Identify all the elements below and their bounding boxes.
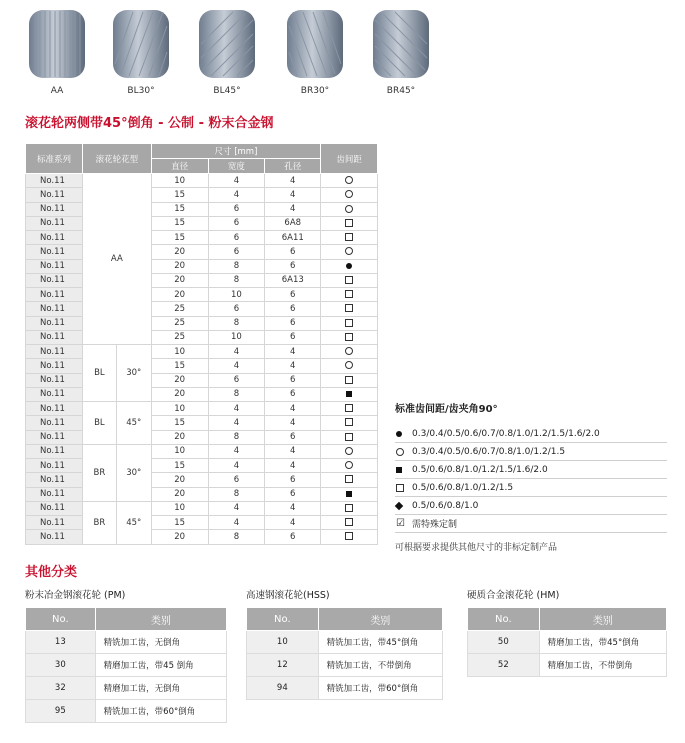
category-desc-cell: 精铣加工齿，带60°倒角 [318,677,442,700]
series-cell: No.11 [26,316,83,330]
bore-cell: 4 [265,359,321,373]
header-width: 宽度 [208,159,265,174]
pitch-cell [321,302,378,316]
spec-row [26,188,378,202]
open-square-icon [345,319,353,327]
pitch-cell [321,402,378,416]
diameter-cell: 25 [151,330,208,344]
category-header-no: No. [468,608,540,631]
legend-title: 标准齿间距/齿夹角90° [395,404,498,415]
legend-symbol [395,448,412,456]
header-series: 标准系列 [26,144,83,174]
category-desc-cell: 精铣加工齿，无倒角 [95,631,226,654]
series-cell: No.11 [26,459,83,473]
angle-cell: 30° [116,345,151,402]
knurl-wheel-gallery [0,0,685,104]
pitch-cell [321,345,378,359]
diameter-cell: 10 [151,345,208,359]
open-square-icon [345,219,353,227]
series-cell: No.11 [26,444,83,458]
category-no-cell: 12 [247,654,319,677]
pitch-cell [321,216,378,230]
category-hm-table [467,607,667,677]
open-square-icon [345,418,353,426]
filled-square-icon [346,391,352,397]
category-hm-title: 硬质合金滚花轮 (HM) [467,590,560,601]
category-no-cell: 32 [26,677,96,700]
bore-cell: 4 [265,202,321,216]
series-cell: No.11 [26,273,83,287]
bore-cell: 6 [265,245,321,259]
series-cell: No.11 [26,473,83,487]
legend-symbol [395,518,412,529]
category-no-cell: 13 [26,631,96,654]
pitch-cell [321,501,378,515]
bore-cell: 6 [265,373,321,387]
bore-cell: 4 [265,459,321,473]
spec-row [26,330,378,344]
series-cell: No.11 [26,202,83,216]
legend-item [395,443,667,461]
series-cell: No.11 [26,288,83,302]
diameter-cell: 20 [151,273,208,287]
diameter-cell: 15 [151,188,208,202]
category-header-no: No. [247,608,319,631]
bore-cell: 6 [265,302,321,316]
series-cell: No.11 [26,359,83,373]
category-header-desc: 类别 [95,608,226,631]
category-no-cell: 52 [468,654,540,677]
pitch-cell [321,530,378,544]
filled-square-icon [396,467,402,473]
spec-row [26,530,378,544]
width-cell: 4 [208,444,265,458]
bore-cell: 4 [265,174,321,188]
pitch-cell [321,444,378,458]
open-square-icon [345,290,353,298]
bore-cell: 4 [265,444,321,458]
open-circle-icon [345,205,353,213]
wheel-label-bl30: BL30° [127,86,155,96]
series-cell: No.11 [26,501,83,515]
width-cell: 4 [208,345,265,359]
spec-row [26,459,378,473]
spec-row [26,259,378,273]
series-cell: No.11 [26,416,83,430]
category-desc-cell: 精铣加工齿，带45°倒角 [318,631,442,654]
series-cell: No.11 [26,387,83,401]
category-hss-table [246,607,443,700]
category-no-cell: 30 [26,654,96,677]
spec-row [26,231,378,245]
bore-cell: 4 [265,416,321,430]
series-cell: No.11 [26,402,83,416]
series-cell: No.11 [26,487,83,501]
diameter-cell: 15 [151,359,208,373]
pitch-cell [321,416,378,430]
bore-cell: 4 [265,501,321,515]
series-cell: No.11 [26,302,83,316]
spec-row [26,501,378,515]
bore-cell: 6 [265,316,321,330]
category-row [468,654,667,677]
legend-item [395,497,667,515]
open-circle-icon [345,247,353,255]
width-cell: 4 [208,174,265,188]
other-section-title: 其他分类 [25,565,78,580]
knurl-spec-table [25,143,378,545]
series-cell: No.11 [26,530,83,544]
pitch-cell [321,259,378,273]
spec-row [26,359,378,373]
pitch-cell [321,188,378,202]
series-cell: No.11 [26,330,83,344]
width-cell: 8 [208,487,265,501]
category-hss-title: 高速钢滚花轮(HSS) [246,590,330,601]
filled-diamond-icon [395,501,403,509]
legend-item [395,515,667,533]
pitch-cell [321,387,378,401]
width-cell: 8 [208,387,265,401]
bore-cell: 6A11 [265,231,321,245]
category-desc-cell: 精铣加工齿，带60°倒角 [95,700,226,723]
category-pm-title: 粉末冶金钢滚花轮 (PM) [25,590,126,601]
filled-circle-icon [346,263,352,269]
bore-cell: 4 [265,402,321,416]
category-header-desc: 类别 [318,608,442,631]
diameter-cell: 10 [151,444,208,458]
open-circle-icon [345,361,353,369]
width-cell: 8 [208,259,265,273]
type-cell: BL [82,402,116,445]
series-cell: No.11 [26,259,83,273]
spec-row [26,387,378,401]
bore-cell: 6 [265,487,321,501]
pitch-cell [321,330,378,344]
legend-text: 0.5/0.6/0.8/1.0 [412,500,479,511]
pitch-cell [321,202,378,216]
legend-symbol [395,484,412,492]
category-desc-cell: 精磨加工齿，带45 倒角 [95,654,226,677]
knurl-wheel-bl45-image [195,4,259,84]
legend-item [395,425,667,443]
diameter-cell: 15 [151,216,208,230]
diameter-cell: 20 [151,288,208,302]
spec-row [26,245,378,259]
diameter-cell: 25 [151,302,208,316]
category-desc-cell: 精磨加工齿，不带倒角 [539,654,666,677]
filled-square-icon [346,491,352,497]
width-cell: 6 [208,302,265,316]
spec-row [26,302,378,316]
header-type: 滚花轮花型 [82,144,151,174]
type-cell: BR [82,501,116,544]
bore-cell: 6A8 [265,216,321,230]
diameter-cell: 20 [151,473,208,487]
type-cell: BL [82,345,116,402]
open-square-icon [345,276,353,284]
open-circle-icon [345,347,353,355]
category-row [247,631,443,654]
pitch-cell [321,231,378,245]
series-cell: No.11 [26,430,83,444]
knurl-wheel-br30-image [283,4,347,84]
legend-item [395,479,667,497]
category-pm-table [25,607,227,723]
diameter-cell: 15 [151,459,208,473]
pitch-cell [321,487,378,501]
legend-text: 需特殊定制 [412,520,458,530]
legend-text: 0.3/0.4/0.5/0.6/0.7/0.8/1.0/1.2/1.5 [412,446,566,457]
spec-row [26,273,378,287]
spec-row [26,487,378,501]
diameter-cell: 20 [151,387,208,401]
knurl-spec-body [26,174,378,545]
category-row [26,654,227,677]
diameter-cell: 20 [151,530,208,544]
width-cell: 10 [208,330,265,344]
diameter-cell: 20 [151,487,208,501]
width-cell: 8 [208,430,265,444]
angle-cell: 45° [116,402,151,445]
legend-text: 0.5/0.6/0.8/1.0/1.2/1.5 [412,482,514,493]
spec-row [26,345,378,359]
spec-row [26,174,378,188]
header-pitch: 齿间距 [321,144,378,174]
width-cell: 6 [208,373,265,387]
spec-row [26,402,378,416]
pitch-cell [321,245,378,259]
category-desc-cell: 精磨加工齿，带45°倒角 [539,631,666,654]
pitch-cell [321,359,378,373]
legend-symbol [395,431,412,437]
width-cell: 4 [208,416,265,430]
pitch-cell [321,273,378,287]
angle-cell: 45° [116,501,151,544]
header-diameter: 直径 [151,159,208,174]
spec-row [26,430,378,444]
category-row [26,700,227,723]
pitch-cell [321,430,378,444]
bore-cell: 6 [265,288,321,302]
pitch-cell [321,459,378,473]
width-cell: 8 [208,530,265,544]
diameter-cell: 20 [151,259,208,273]
wheel-label-bl45: BL45° [213,86,241,96]
diameter-cell: 15 [151,516,208,530]
legend-rows [395,425,667,533]
type-cell: BR [82,444,116,501]
category-no-cell: 50 [468,631,540,654]
width-cell: 4 [208,188,265,202]
open-square-icon [345,233,353,241]
diameter-cell: 15 [151,202,208,216]
main-section-title: 滚花轮两侧带45°倒角 - 公制 - 粉末合金钢 [25,116,274,131]
spec-row [26,373,378,387]
series-cell: No.11 [26,516,83,530]
category-desc-cell: 精铣加工齿，不带倒角 [318,654,442,677]
pitch-cell [321,288,378,302]
angle-cell: 30° [116,444,151,501]
spec-row [26,316,378,330]
knurl-wheel-bl30-image [109,4,173,84]
wheel-label-br45: BR45° [386,86,416,96]
bore-cell: 6 [265,387,321,401]
category-no-cell: 10 [247,631,319,654]
category-desc-cell: 精磨加工齿，无倒角 [95,677,226,700]
header-size: 尺寸 [mm] [151,144,320,159]
bore-cell: 6 [265,473,321,487]
open-square-icon [345,475,353,483]
diameter-cell: 20 [151,373,208,387]
pitch-legend [395,400,667,553]
diameter-cell: 10 [151,501,208,515]
open-circle-icon [345,447,353,455]
open-square-icon [345,376,353,384]
width-cell: 10 [208,288,265,302]
series-cell: No.11 [26,231,83,245]
diameter-cell: 20 [151,245,208,259]
pitch-cell [321,473,378,487]
diameter-cell: 15 [151,416,208,430]
spec-row [26,516,378,530]
wheel-label-aa: AA [50,86,64,96]
bore-cell: 6 [265,330,321,344]
category-row [26,631,227,654]
width-cell: 6 [208,473,265,487]
knurl-wheel-br45-image [369,4,433,84]
spec-row [26,288,378,302]
diameter-cell: 25 [151,316,208,330]
diameter-cell: 10 [151,402,208,416]
width-cell: 6 [208,245,265,259]
header-bore: 孔径 [265,159,321,174]
category-row [247,677,443,700]
bore-cell: 6 [265,259,321,273]
bore-cell: 6 [265,430,321,444]
diameter-cell: 15 [151,231,208,245]
width-cell: 8 [208,316,265,330]
spec-row [26,216,378,230]
open-circle-icon [396,448,404,456]
width-cell: 6 [208,202,265,216]
pitch-cell [321,174,378,188]
legend-symbol [395,503,412,509]
width-cell: 4 [208,402,265,416]
width-cell: 6 [208,216,265,230]
pitch-cell [321,373,378,387]
bore-cell: 4 [265,516,321,530]
open-square-icon [345,504,353,512]
legend-item [395,461,667,479]
pitch-cell [321,516,378,530]
filled-circle-icon [396,431,402,437]
bore-cell: 4 [265,188,321,202]
width-cell: 6 [208,231,265,245]
category-row [247,654,443,677]
open-circle-icon [345,176,353,184]
legend-text: 0.3/0.4/0.5/0.6/0.7/0.8/1.0/1.2/1.5/1.6/2.0 [412,428,600,439]
wheel-label-br30: BR30° [300,86,330,96]
checkbox-checked-icon: ☑ [396,518,405,529]
width-cell: 8 [208,273,265,287]
open-square-icon [345,518,353,526]
pitch-cell [321,316,378,330]
width-cell: 4 [208,459,265,473]
category-header-no: No. [26,608,96,631]
legend-note: 可根据要求提供其他尺寸的非标定制产品 [395,543,558,553]
open-square-icon [345,404,353,412]
series-cell: No.11 [26,373,83,387]
series-cell: No.11 [26,345,83,359]
width-cell: 4 [208,501,265,515]
type-cell: AA [82,174,151,345]
open-square-icon [345,433,353,441]
open-circle-icon [345,461,353,469]
legend-symbol [395,467,412,473]
open-square-icon [345,532,353,540]
series-cell: No.11 [26,245,83,259]
category-row [26,677,227,700]
width-cell: 4 [208,359,265,373]
bore-cell: 4 [265,345,321,359]
series-cell: No.11 [26,216,83,230]
category-row [468,631,667,654]
category-header-desc: 类别 [539,608,666,631]
knurl-wheel-aa-image [25,4,89,84]
open-square-icon [345,333,353,341]
width-cell: 4 [208,516,265,530]
spec-row [26,202,378,216]
open-square-icon [345,304,353,312]
open-circle-icon [345,190,353,198]
legend-text: 0.5/0.6/0.8/1.0/1.2/1.5/1.6/2.0 [412,464,548,475]
series-cell: No.11 [26,188,83,202]
spec-row [26,416,378,430]
diameter-cell: 20 [151,430,208,444]
spec-row [26,444,378,458]
series-cell: No.11 [26,174,83,188]
open-square-icon [396,484,404,492]
diameter-cell: 10 [151,174,208,188]
bore-cell: 6 [265,530,321,544]
spec-row [26,473,378,487]
bore-cell: 6A13 [265,273,321,287]
category-no-cell: 95 [26,700,96,723]
category-no-cell: 94 [247,677,319,700]
